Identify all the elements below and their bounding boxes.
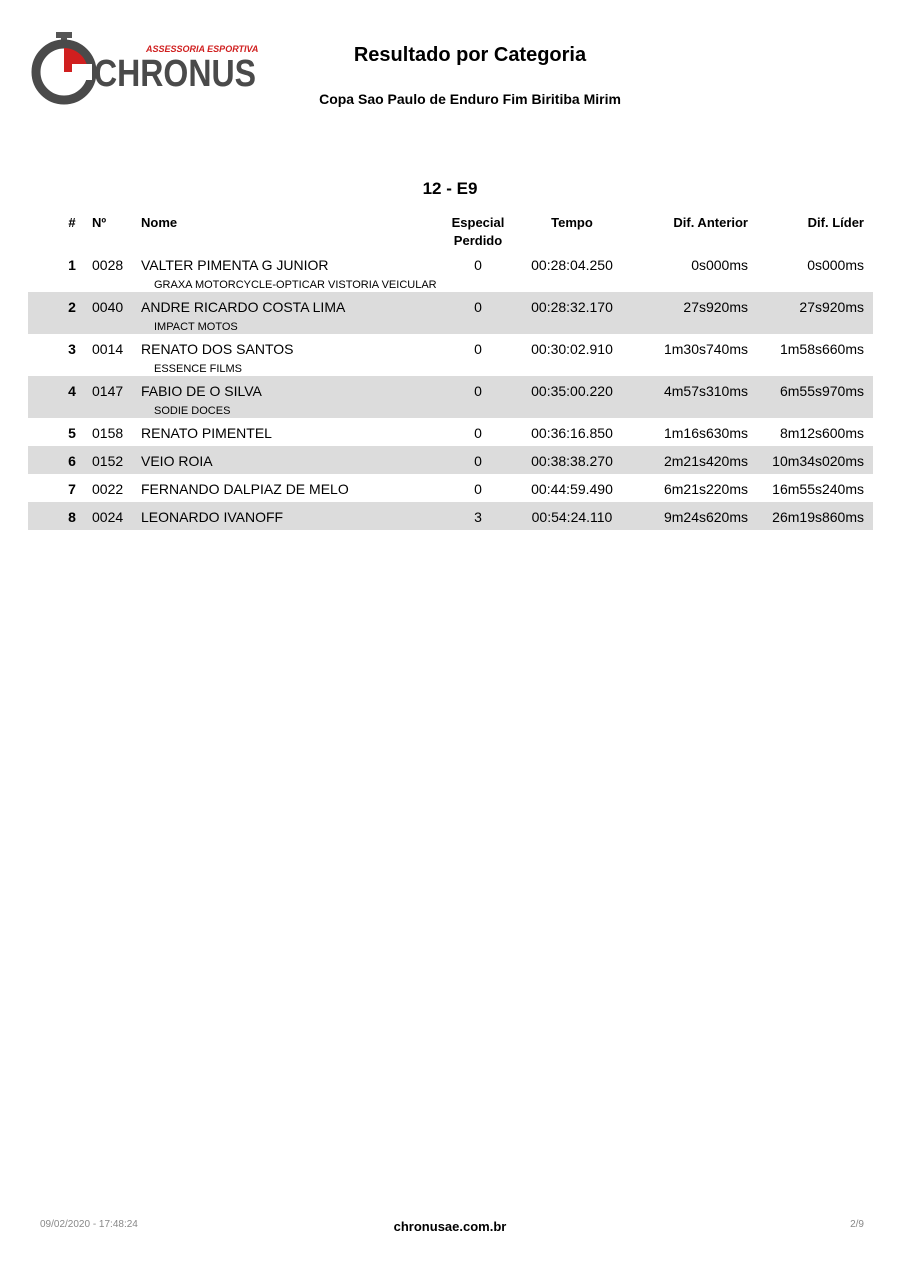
- row-num: 0028: [92, 257, 124, 273]
- row-tempo: 00:54:24.110: [531, 509, 613, 525]
- footer-page-number: 2/9: [850, 1219, 864, 1230]
- row-tempo: 00:35:00.220: [531, 383, 613, 399]
- row-pos: 4: [68, 383, 76, 399]
- row-tempo: 00:44:59.490: [531, 481, 613, 497]
- row-pos: 1: [68, 257, 76, 273]
- footer-site: chronusae.com.br: [393, 1219, 507, 1234]
- row-especial: 0: [474, 481, 482, 497]
- row-num: 0024: [92, 509, 124, 525]
- table-row: [28, 292, 873, 334]
- col-dif-anterior: Dif. Anterior: [673, 215, 748, 230]
- row-name: FABIO DE O SILVA: [141, 383, 262, 399]
- category-title: 12 - E9: [422, 179, 478, 198]
- row-dif-lider: 10m34s020ms: [772, 453, 864, 469]
- row-team: GRAXA MOTORCYCLE-OPTICAR VISTORIA VEICULAR: [154, 279, 437, 291]
- row-pos: 8: [68, 509, 76, 525]
- row-dif-anterior: 6m21s220ms: [663, 481, 748, 497]
- table-row: [28, 474, 873, 502]
- row-dif-lider: 6m55s970ms: [779, 383, 864, 399]
- col-name: Nome: [141, 215, 178, 230]
- col-tempo: Tempo: [551, 215, 593, 230]
- row-dif-anterior: 2m21s420ms: [663, 453, 748, 469]
- table-row: [28, 376, 873, 418]
- table-row: [28, 250, 873, 292]
- row-tempo: 00:28:32.170: [531, 299, 613, 315]
- row-especial: 0: [474, 425, 482, 441]
- row-num: 0014: [92, 341, 124, 357]
- row-name: RENATO DOS SANTOS: [141, 341, 294, 357]
- table-row: [28, 334, 873, 376]
- row-name: RENATO PIMENTEL: [141, 425, 272, 441]
- row-name: VEIO ROIA: [141, 453, 213, 469]
- row-dif-lider: 26m19s860ms: [772, 509, 864, 525]
- row-team: SODIE DOCES: [154, 405, 231, 417]
- results-table: [28, 212, 873, 530]
- row-dif-anterior: 27s920ms: [683, 299, 748, 315]
- row-especial: 0: [474, 299, 482, 315]
- row-dif-lider: 8m12s600ms: [779, 425, 864, 441]
- row-team: IMPACT MOTOS: [154, 321, 238, 333]
- row-dif-anterior: 9m24s620ms: [663, 509, 748, 525]
- footer-timestamp: 09/02/2020 - 17:48:24: [40, 1219, 138, 1230]
- row-especial: 0: [474, 257, 482, 273]
- row-num: 0152: [92, 453, 124, 469]
- row-pos: 6: [68, 453, 76, 469]
- row-name: ANDRE RICARDO COSTA LIMA: [141, 299, 346, 315]
- table-row: [28, 446, 873, 474]
- event-name: Copa Sao Paulo de Enduro Fim Biritiba Mirim: [319, 91, 621, 107]
- row-num: 0158: [92, 425, 124, 441]
- chronus-logo: [28, 30, 260, 106]
- row-especial: 0: [474, 453, 482, 469]
- page-title: Resultado por Categoria: [353, 44, 587, 66]
- row-dif-anterior: 1m16s630ms: [663, 425, 748, 441]
- row-dif-anterior: 1m30s740ms: [663, 341, 748, 357]
- row-num: 0040: [92, 299, 124, 315]
- row-especial: 3: [474, 509, 482, 525]
- row-pos: 2: [68, 299, 76, 315]
- table-header: [28, 212, 873, 250]
- row-name: FERNANDO DALPIAZ DE MELO: [141, 481, 349, 497]
- row-especial: 0: [474, 383, 482, 399]
- table-row: [28, 418, 873, 446]
- row-tempo: 00:28:04.250: [531, 257, 613, 273]
- col-num: Nº: [92, 215, 107, 230]
- row-dif-lider: 0s000ms: [807, 257, 864, 273]
- row-tempo: 00:38:38.270: [531, 453, 613, 469]
- col-dif-lider: Dif. Líder: [807, 215, 864, 230]
- row-tempo: 00:36:16.850: [531, 425, 613, 441]
- svg-text:ASSESSORIA ESPORTIVA: ASSESSORIA ESPORTIVA: [146, 44, 259, 54]
- row-pos: 7: [68, 481, 76, 497]
- row-dif-anterior: 0s000ms: [691, 257, 748, 273]
- row-team: ESSENCE FILMS: [154, 363, 243, 375]
- col-especial: Especial Perdido: [451, 215, 505, 248]
- row-name: LEONARDO IVANOFF: [141, 509, 284, 525]
- row-name: VALTER PIMENTA G JUNIOR: [141, 257, 329, 273]
- row-tempo: 00:30:02.910: [531, 341, 613, 357]
- table-row: [28, 502, 873, 530]
- row-num: 0022: [92, 481, 124, 497]
- row-dif-lider: 27s920ms: [799, 299, 864, 315]
- row-num: 0147: [92, 383, 124, 399]
- row-pos: 5: [68, 425, 76, 441]
- row-dif-lider: 16m55s240ms: [772, 481, 864, 497]
- row-dif-anterior: 4m57s310ms: [663, 383, 748, 399]
- row-dif-lider: 1m58s660ms: [779, 341, 864, 357]
- row-pos: 3: [68, 341, 76, 357]
- row-especial: 0: [474, 341, 482, 357]
- svg-text:CHRONUS: CHRONUS: [94, 53, 256, 95]
- col-pos: #: [68, 215, 76, 230]
